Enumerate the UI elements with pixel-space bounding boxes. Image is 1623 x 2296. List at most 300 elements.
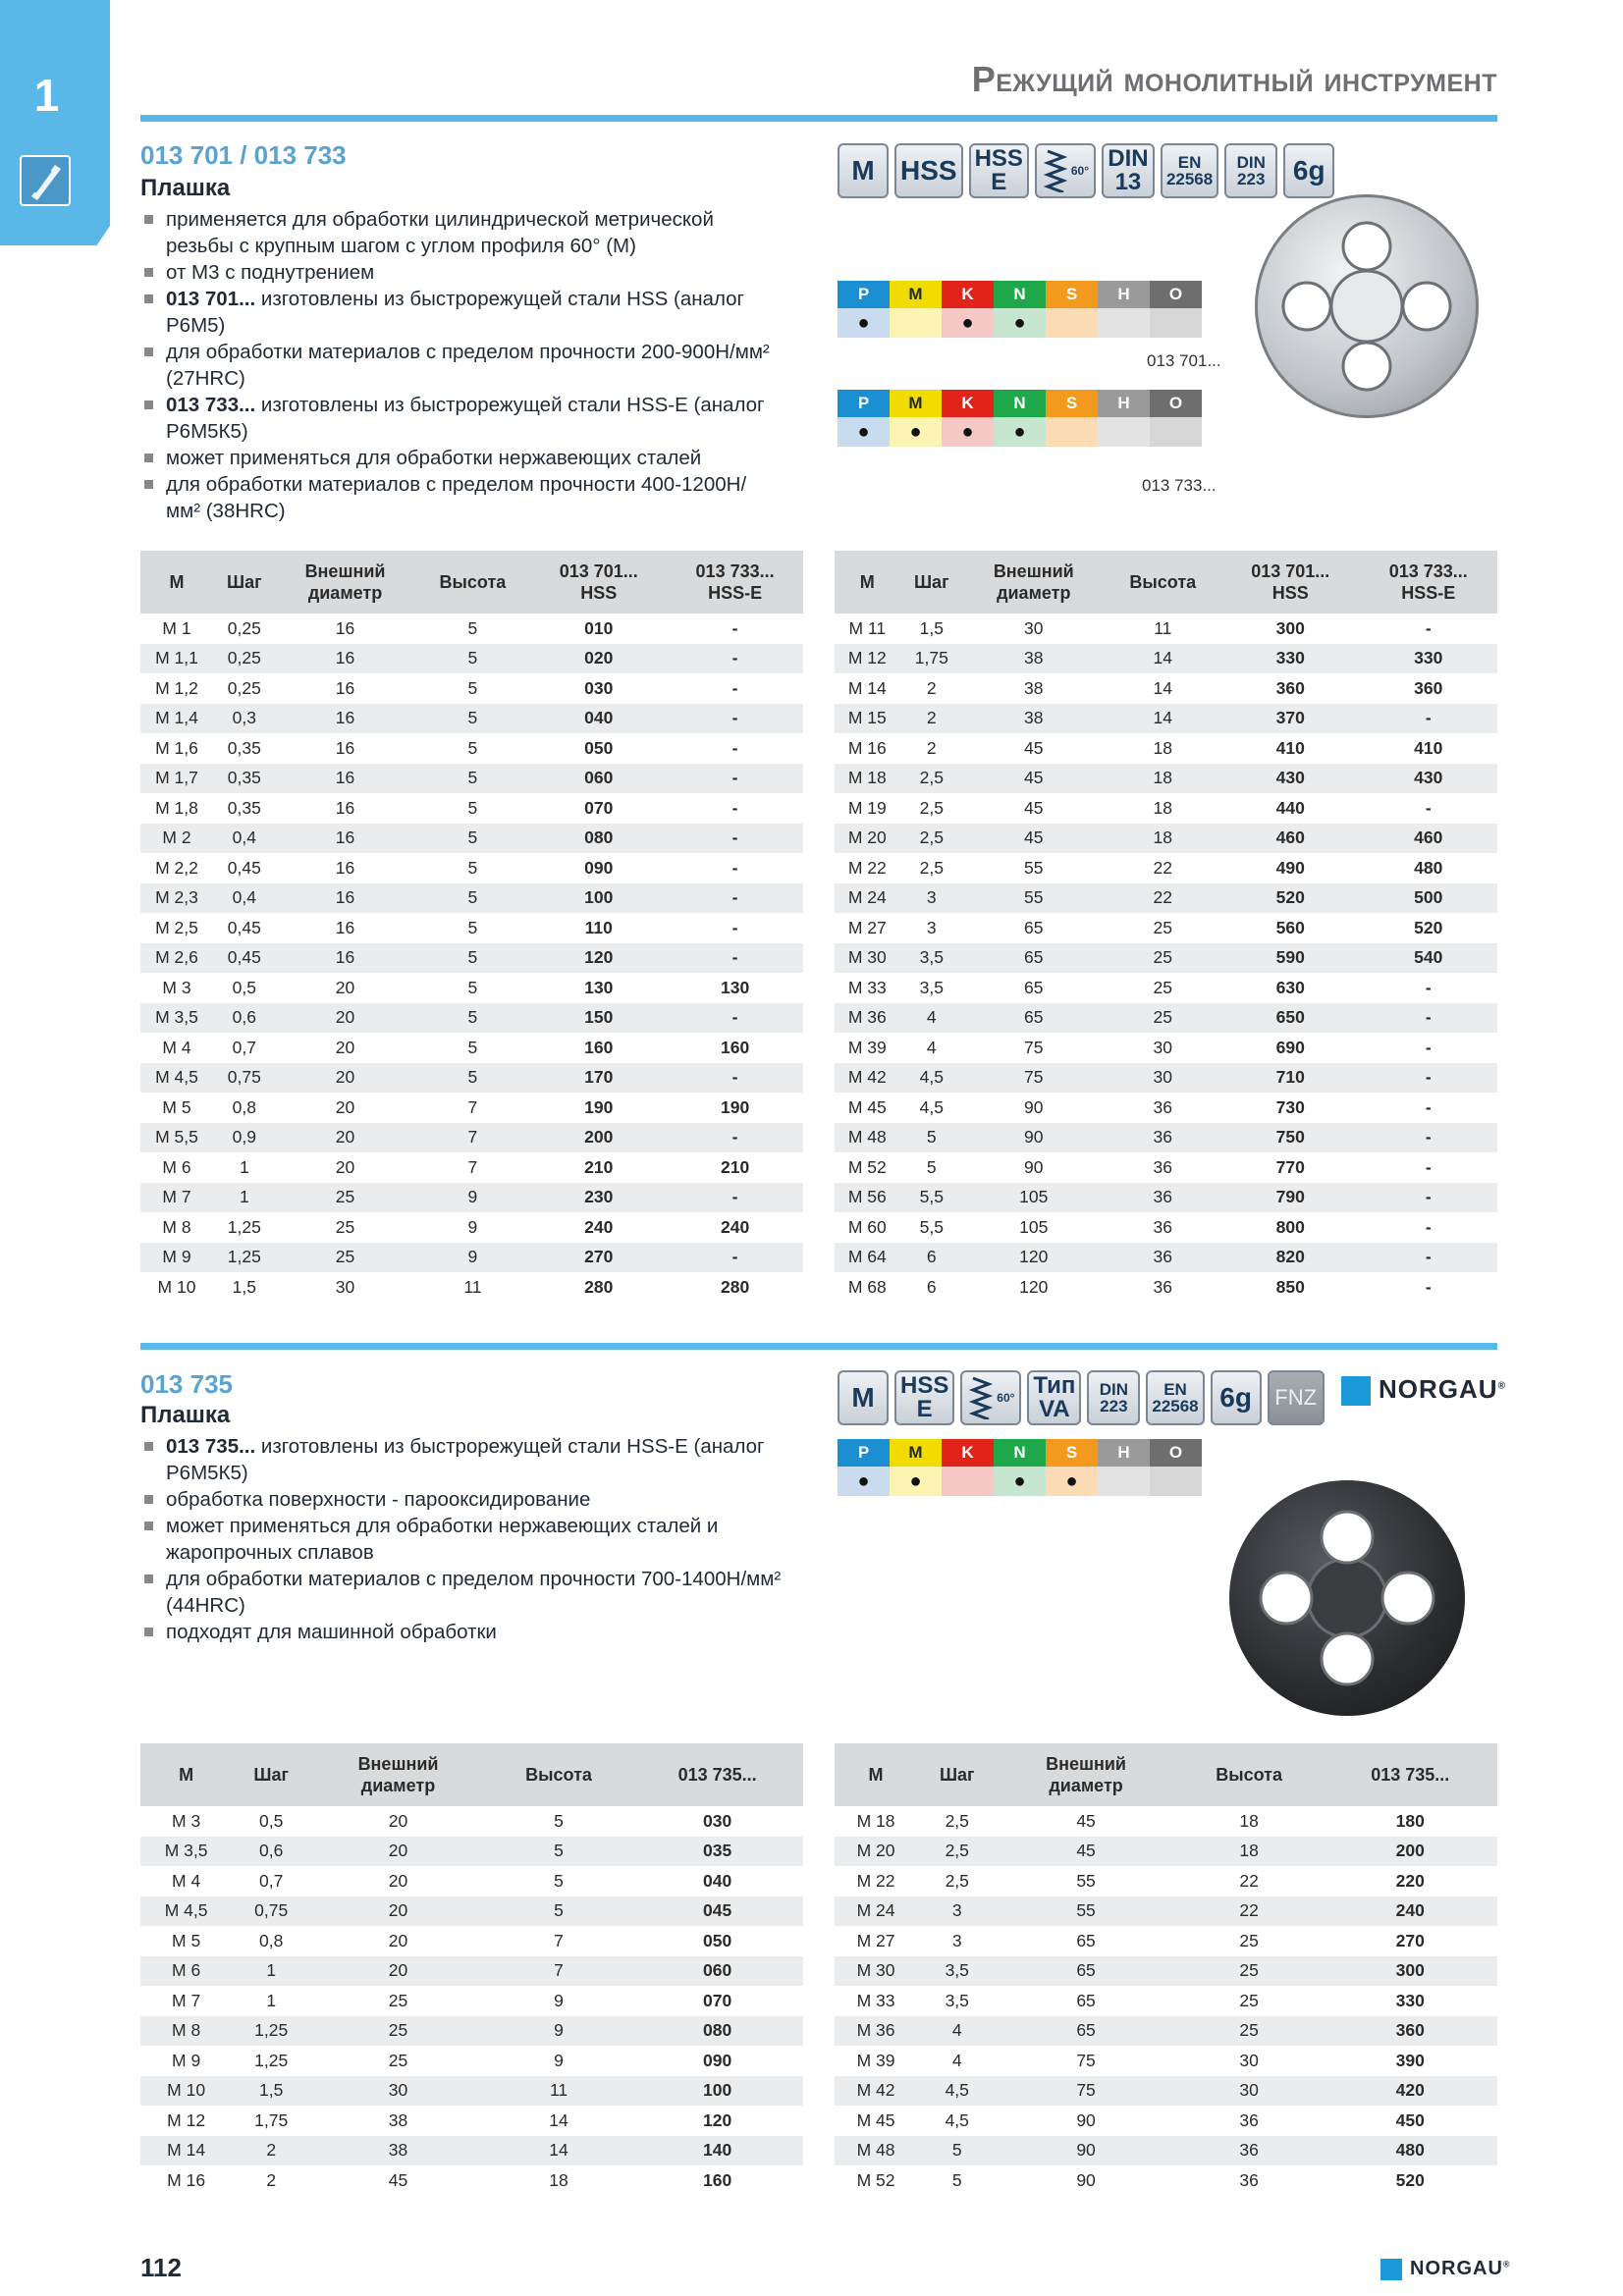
table-cell: 2,5 <box>919 797 944 818</box>
table-cell: 3 <box>926 917 937 937</box>
table-cell: M 52 <box>856 2169 895 2190</box>
thread-angle-icon: 60° <box>960 1370 1021 1425</box>
table-cell: 5,5 <box>919 1216 944 1237</box>
table-cell: M 12 <box>167 2109 206 2130</box>
material-suitability <box>1150 308 1202 338</box>
table-cell: 7 <box>467 1096 478 1117</box>
die-image-dark <box>1229 1480 1465 1716</box>
table-row <box>835 2076 1497 2107</box>
table-cell: 2,5 <box>945 1870 969 1891</box>
table-cell: 65 <box>1076 1990 1096 2010</box>
table-cell: M 56 <box>835 1183 900 1213</box>
table-cell: 1,5 <box>919 617 944 638</box>
table-row <box>140 853 803 883</box>
material-group-label: H <box>1098 390 1150 417</box>
table-cell: 0,45 <box>227 857 261 878</box>
table-row <box>835 2046 1497 2076</box>
material-suitability <box>1098 308 1150 338</box>
table-cell: 730 <box>1275 1096 1305 1117</box>
table-cell: 20 <box>335 1156 355 1177</box>
table-cell: M 3 <box>172 1810 201 1831</box>
table-cell: 25 <box>1175 2016 1324 2047</box>
table-cell: 690 <box>1275 1037 1305 1057</box>
table-cell: M 7 <box>140 1183 213 1213</box>
table-cell: - <box>1359 1243 1497 1273</box>
table-cell: 410 <box>1275 737 1305 758</box>
table-cell: 38 <box>1024 677 1044 698</box>
table-cell: 18 <box>1239 1810 1259 1831</box>
header-rule <box>140 115 1497 122</box>
material-group-label: K <box>942 1439 994 1467</box>
table-cell: 16 <box>276 943 415 974</box>
brand-square-icon <box>1341 1376 1371 1406</box>
table-cell: 0,8 <box>259 1930 284 1950</box>
material-group-label: S <box>1046 1439 1098 1467</box>
table-cell: 5 <box>414 1063 530 1094</box>
table-cell: 0,4 <box>213 824 276 854</box>
table-cell: 22 <box>1105 883 1221 914</box>
table-cell: 90 <box>1076 2169 1096 2190</box>
table-cell: - <box>667 1063 803 1094</box>
footer-brand: NORGAU® <box>1380 2258 1511 2280</box>
table-cell: 16 <box>335 857 355 878</box>
table-cell: 55 <box>1024 857 1044 878</box>
table-header: 013 733... HSS-E <box>667 551 803 614</box>
table-cell: 2,5 <box>900 824 963 854</box>
table-cell: 25 <box>1175 1956 1324 1987</box>
table-cell: 14 <box>549 2109 568 2130</box>
table-cell: 30 <box>1239 2050 1259 2070</box>
table-cell: 030 <box>584 677 614 698</box>
table-cell: 65 <box>1024 917 1044 937</box>
table-cell: 010 <box>584 617 614 638</box>
table-cell: M 68 <box>847 1276 887 1297</box>
table-row <box>140 1183 803 1213</box>
table-cell: M 42 <box>835 1063 900 1094</box>
table-cell: 330 <box>1359 644 1497 674</box>
table-header: Внешний диаметр <box>276 551 415 614</box>
table-cell: 3 <box>917 1896 997 1927</box>
table-cell: 7 <box>467 1156 478 1177</box>
feature-item: может применяться для обработки нержавеющих сталей и жаропрочных сплавов <box>142 1513 820 1566</box>
table-cell: 050 <box>584 737 614 758</box>
table-cell: 7 <box>486 1956 631 1987</box>
table-cell: 38 <box>963 704 1105 734</box>
table-cell: M 9 <box>140 1243 213 1273</box>
table-cell: 20 <box>310 1837 486 1867</box>
table-row <box>140 1243 803 1273</box>
chapter-number: 1 <box>33 70 60 121</box>
table-cell: 90 <box>1024 1156 1044 1177</box>
table-cell: 850 <box>1275 1276 1305 1297</box>
table-row <box>140 1896 803 1927</box>
table-cell: 330 <box>1395 1990 1425 2010</box>
table-cell: M 1 <box>162 617 191 638</box>
table-header: Внешний диаметр <box>963 551 1105 614</box>
table-cell: M 1,2 <box>155 677 198 698</box>
table-row <box>835 913 1497 943</box>
table-cell: - <box>667 1003 803 1034</box>
thread-angle-icon: 60° <box>1035 143 1096 198</box>
table-cell: 0,45 <box>227 917 261 937</box>
table-cell: 050 <box>703 1930 732 1950</box>
table-cell: 5 <box>414 704 530 734</box>
material-suitability <box>1098 1467 1150 1496</box>
table-cell: 36 <box>1239 2169 1259 2190</box>
table-cell: 0,8 <box>232 1096 256 1117</box>
table-cell: M 22 <box>847 857 887 878</box>
table-cell: 410 <box>1414 737 1443 758</box>
material-group-label: S <box>1046 390 1098 417</box>
table-cell: M 36 <box>835 2016 917 2047</box>
table-cell: - <box>731 797 738 818</box>
table-cell: 30 <box>1153 1037 1172 1057</box>
die-image-bright <box>1255 194 1479 418</box>
table-cell: M 30 <box>835 943 900 974</box>
property-icon: Тип VA <box>1027 1370 1081 1425</box>
property-icon: DIN 223 <box>1224 143 1277 198</box>
material-group-label: H <box>1098 281 1150 308</box>
material-suitability: ● <box>942 417 994 447</box>
table-cell: 370 <box>1221 704 1359 734</box>
table-cell: 20 <box>276 1003 415 1034</box>
table-header: Шаг <box>213 551 276 614</box>
table-cell: 38 <box>310 2136 486 2166</box>
table-row <box>140 1926 803 1956</box>
feature-item: 013 735... изготовлены из быстрорежущей стали HSS-E (аналог Р6М5К5) <box>142 1433 820 1486</box>
table-cell: 45 <box>963 764 1105 794</box>
table-cell: - <box>1425 1037 1432 1057</box>
table-cell: 030 <box>703 1810 732 1831</box>
table-row <box>140 1866 803 1896</box>
table-cell: 300 <box>1275 617 1305 638</box>
table-cell: 150 <box>530 1003 667 1034</box>
property-icon: 6g <box>1211 1370 1262 1425</box>
table-cell: 45 <box>997 1837 1174 1867</box>
table-cell: 045 <box>631 1896 803 1927</box>
table-cell: M 5 <box>162 1096 191 1117</box>
table-row <box>140 883 803 914</box>
table-cell: - <box>1359 704 1497 734</box>
table-cell: 540 <box>1359 943 1497 974</box>
table-cell: 3 <box>951 1930 962 1950</box>
table-cell: 55 <box>963 883 1105 914</box>
table-cell: M 33 <box>847 977 887 997</box>
table-cell: 3,5 <box>945 1990 969 2010</box>
table-cell: 36 <box>1105 1183 1221 1213</box>
table-cell: M 6 <box>140 1956 232 1987</box>
table-cell: M 20 <box>835 824 900 854</box>
feature-item: для обработки материалов с пределом прочности 200-900Н/мм² (27HRC) <box>142 339 771 392</box>
table-cell: 45 <box>388 2169 408 2190</box>
table-cell: 14 <box>486 2136 631 2166</box>
table-cell: 4,5 <box>919 1096 944 1117</box>
table-cell: 25 <box>1239 1930 1259 1950</box>
table-row <box>835 2136 1497 2166</box>
table-cell: 18 <box>1175 1837 1324 1867</box>
table-cell: M 3 <box>162 977 191 997</box>
table-cell: 105 <box>1019 1216 1049 1237</box>
table-cell: 20 <box>388 1810 408 1831</box>
feature-item: от М3 с поднутрением <box>142 259 771 286</box>
table-cell: 820 <box>1221 1243 1359 1273</box>
property-icons-2 <box>838 1370 1325 1425</box>
table-cell: 0,25 <box>227 677 261 698</box>
table-cell: 20 <box>388 1930 408 1950</box>
table-cell: 5 <box>554 1870 564 1891</box>
table-cell: 30 <box>335 1276 355 1297</box>
table-cell: 14 <box>1105 704 1221 734</box>
table-row <box>140 1093 803 1123</box>
table-cell: 0,35 <box>227 737 261 758</box>
table-cell: 460 <box>1359 824 1497 854</box>
table-cell: 120 <box>1019 1276 1049 1297</box>
table-cell: 16 <box>276 704 415 734</box>
table-row <box>835 1212 1497 1243</box>
table-cell: 16 <box>276 764 415 794</box>
property-icon: EN 22568 <box>1161 143 1218 198</box>
table-cell: M 5 <box>172 1930 201 1950</box>
table-header: 013 733... HSS-E <box>1359 551 1497 614</box>
table-cell: 65 <box>997 1956 1174 1987</box>
feature-list <box>142 206 771 524</box>
table-cell: 25 <box>388 1990 408 2010</box>
size-table-left <box>140 551 803 1303</box>
table-cell: 0,4 <box>213 883 276 914</box>
table-header: Высота <box>486 1743 631 1806</box>
table-row <box>835 1272 1497 1303</box>
table-cell: 480 <box>1414 857 1443 878</box>
table-cell: M 52 <box>847 1156 887 1177</box>
table-cell: 2,5 <box>917 1837 997 1867</box>
table-row <box>835 614 1497 644</box>
table-cell: M 14 <box>140 2136 232 2166</box>
table-cell: - <box>667 704 803 734</box>
table-cell: M 6 <box>162 1156 191 1177</box>
table-cell: - <box>731 917 738 937</box>
table-cell: 300 <box>1324 1956 1497 1987</box>
table-cell: 25 <box>1105 943 1221 974</box>
table-header: Высота <box>1175 1743 1324 1806</box>
material-group-label: O <box>1150 281 1202 308</box>
table-cell: 520 <box>1221 883 1359 914</box>
table-cell: 190 <box>720 1096 750 1117</box>
table-cell: 4,5 <box>917 2076 997 2107</box>
product-code-2: 013 735 <box>140 1369 233 1399</box>
table-row <box>140 2016 803 2047</box>
table-cell: 090 <box>584 857 614 878</box>
table-cell: 360 <box>1275 677 1305 698</box>
table-cell: M 4 <box>172 1870 201 1891</box>
material-suitability: ● <box>1046 1467 1098 1496</box>
table-cell: M 39 <box>856 2050 895 2070</box>
table-cell: 060 <box>631 1956 803 1987</box>
table-cell: M 1,6 <box>155 737 198 758</box>
table-row <box>835 793 1497 824</box>
table-cell: 0,7 <box>259 1870 284 1891</box>
table-cell: 1,5 <box>232 1276 256 1297</box>
material-suitability <box>1098 417 1150 447</box>
brand-logo: NORGAU® <box>1341 1374 1506 1406</box>
brand-square-icon <box>1380 2259 1402 2280</box>
table-cell: M 1,4 <box>140 704 213 734</box>
material-group-label: P <box>838 1439 890 1467</box>
table-row <box>140 943 803 974</box>
table-row <box>835 733 1497 764</box>
table-cell: 36 <box>1105 1123 1221 1153</box>
table-cell: M 1,7 <box>140 764 213 794</box>
product-title: Плашка <box>140 175 231 201</box>
table-row <box>835 1243 1497 1273</box>
table-cell: 16 <box>335 917 355 937</box>
table-cell: M 2 <box>140 824 213 854</box>
table-cell: 360 <box>1324 2016 1497 2047</box>
table-cell: - <box>1425 1216 1432 1237</box>
table-cell: M 33 <box>856 1990 895 2010</box>
material-group-label: M <box>890 1439 942 1467</box>
table-cell: 11 <box>486 2076 631 2107</box>
table-cell: - <box>1425 617 1432 638</box>
table-cell: 55 <box>997 1896 1174 1927</box>
table-cell: 45 <box>963 824 1105 854</box>
table-row <box>140 973 803 1003</box>
table-cell: 20 <box>276 1123 415 1153</box>
table-cell: 4,5 <box>945 2109 969 2130</box>
table-row <box>835 1926 1497 1956</box>
material-grid-735 <box>838 1439 1202 1496</box>
table-row <box>835 1986 1497 2016</box>
table-cell: 5 <box>467 677 478 698</box>
table-cell: 75 <box>997 2076 1174 2107</box>
table-cell: 22 <box>1239 1870 1259 1891</box>
table-cell: 20 <box>276 1063 415 1094</box>
table-cell: 75 <box>963 1063 1105 1094</box>
table-cell: 520 <box>1414 917 1443 937</box>
table-cell: 0,35 <box>227 797 261 818</box>
table-cell: 9 <box>467 1216 478 1237</box>
table-cell: 1,25 <box>213 1243 276 1273</box>
table-cell: 240 <box>720 1216 750 1237</box>
material-group-label: N <box>994 281 1046 308</box>
feature-item: применяется для обработки цилиндрической метрической резьбы с крупным шагом с углом профиля 60° (М) <box>142 206 771 259</box>
table-cell: M 4,5 <box>140 1896 232 1927</box>
table-cell: 0,75 <box>232 1896 310 1927</box>
property-icons <box>838 143 1334 198</box>
table-cell: 14 <box>1105 644 1221 674</box>
table-header: M <box>835 1743 917 1806</box>
table-row <box>835 943 1497 974</box>
table-cell: M 10 <box>140 2076 232 2107</box>
table-cell: 20 <box>335 1037 355 1057</box>
table-cell: 11 <box>1154 617 1172 638</box>
table-cell: - <box>667 1123 803 1153</box>
table-cell: 45 <box>1024 797 1044 818</box>
table-row <box>140 644 803 674</box>
table-cell: 5 <box>486 1837 631 1867</box>
table-cell: 710 <box>1221 1063 1359 1094</box>
table-row <box>140 673 803 704</box>
material-suitability <box>1046 308 1098 338</box>
table-header: Внешний диаметр <box>310 1743 486 1806</box>
table-cell: 1 <box>213 1183 276 1213</box>
table-cell: 2,5 <box>945 1810 969 1831</box>
table-cell: 0,6 <box>213 1003 276 1034</box>
table-cell: 160 <box>720 1037 750 1057</box>
table-cell: M 2,3 <box>140 883 213 914</box>
table-cell: M 3,5 <box>140 1003 213 1034</box>
table-cell: 100 <box>631 2076 803 2107</box>
table-cell: - <box>1359 1123 1497 1153</box>
table-cell: 5 <box>467 797 478 818</box>
table-row <box>140 793 803 824</box>
table-cell: 090 <box>703 2050 732 2070</box>
table-cell: 140 <box>631 2136 803 2166</box>
material-group-label: M <box>890 390 942 417</box>
table-cell: 18 <box>549 2169 568 2190</box>
table-cell: - <box>1359 1063 1497 1094</box>
table-cell: 20 <box>335 977 355 997</box>
table-cell: 0,35 <box>213 764 276 794</box>
table-row <box>835 704 1497 734</box>
table-header: 013 735... <box>631 1743 803 1806</box>
material-suitability: ● <box>994 308 1046 338</box>
table-cell: 25 <box>1239 1990 1259 2010</box>
table-row <box>140 1272 803 1303</box>
table-cell: 36 <box>1153 1156 1172 1177</box>
size-table-left-2 <box>140 1743 803 2196</box>
table-cell: 75 <box>1076 2050 1096 2070</box>
table-cell: 5 <box>926 1156 937 1177</box>
table-cell: M 64 <box>835 1243 900 1273</box>
table-cell: 1 <box>232 1956 310 1987</box>
table-cell: 14 <box>1153 677 1172 698</box>
table-cell: 0,7 <box>232 1037 256 1057</box>
table-cell: - <box>667 1243 803 1273</box>
property-icon: HSS E <box>969 143 1029 198</box>
table-cell: - <box>667 824 803 854</box>
table-cell: 430 <box>1221 764 1359 794</box>
table-cell: M 5,5 <box>140 1123 213 1153</box>
table-row <box>140 1063 803 1094</box>
table-cell: 520 <box>1395 2169 1425 2190</box>
table-row <box>835 1123 1497 1153</box>
table-cell: 040 <box>530 704 667 734</box>
feature-list-2 <box>142 1433 820 1645</box>
table-cell: 5 <box>467 737 478 758</box>
table-cell: 5 <box>467 977 478 997</box>
feature-item: может применяться для обработки нержавеющих сталей <box>142 445 771 471</box>
table-cell: M 48 <box>835 1123 900 1153</box>
table-cell: 36 <box>1153 1216 1172 1237</box>
table-header: Высота <box>414 551 530 614</box>
property-icon: FNZ <box>1268 1370 1325 1425</box>
cutting-tool-icon <box>20 155 71 206</box>
table-cell: 180 <box>1395 1810 1425 1831</box>
table-cell: 5 <box>467 917 478 937</box>
table-cell: 90 <box>1024 1096 1044 1117</box>
table-cell: 0,25 <box>213 644 276 674</box>
table-cell: 5 <box>467 617 478 638</box>
material-suitability: ● <box>838 308 890 338</box>
table-cell: 650 <box>1221 1003 1359 1034</box>
table-cell: 5 <box>414 764 530 794</box>
table-cell: M 9 <box>172 2050 201 2070</box>
table-cell: 200 <box>1324 1837 1497 1867</box>
table-cell: 130 <box>720 977 750 997</box>
table-row <box>835 1063 1497 1094</box>
table-cell: 20 <box>335 1096 355 1117</box>
table-cell: 6 <box>900 1243 963 1273</box>
